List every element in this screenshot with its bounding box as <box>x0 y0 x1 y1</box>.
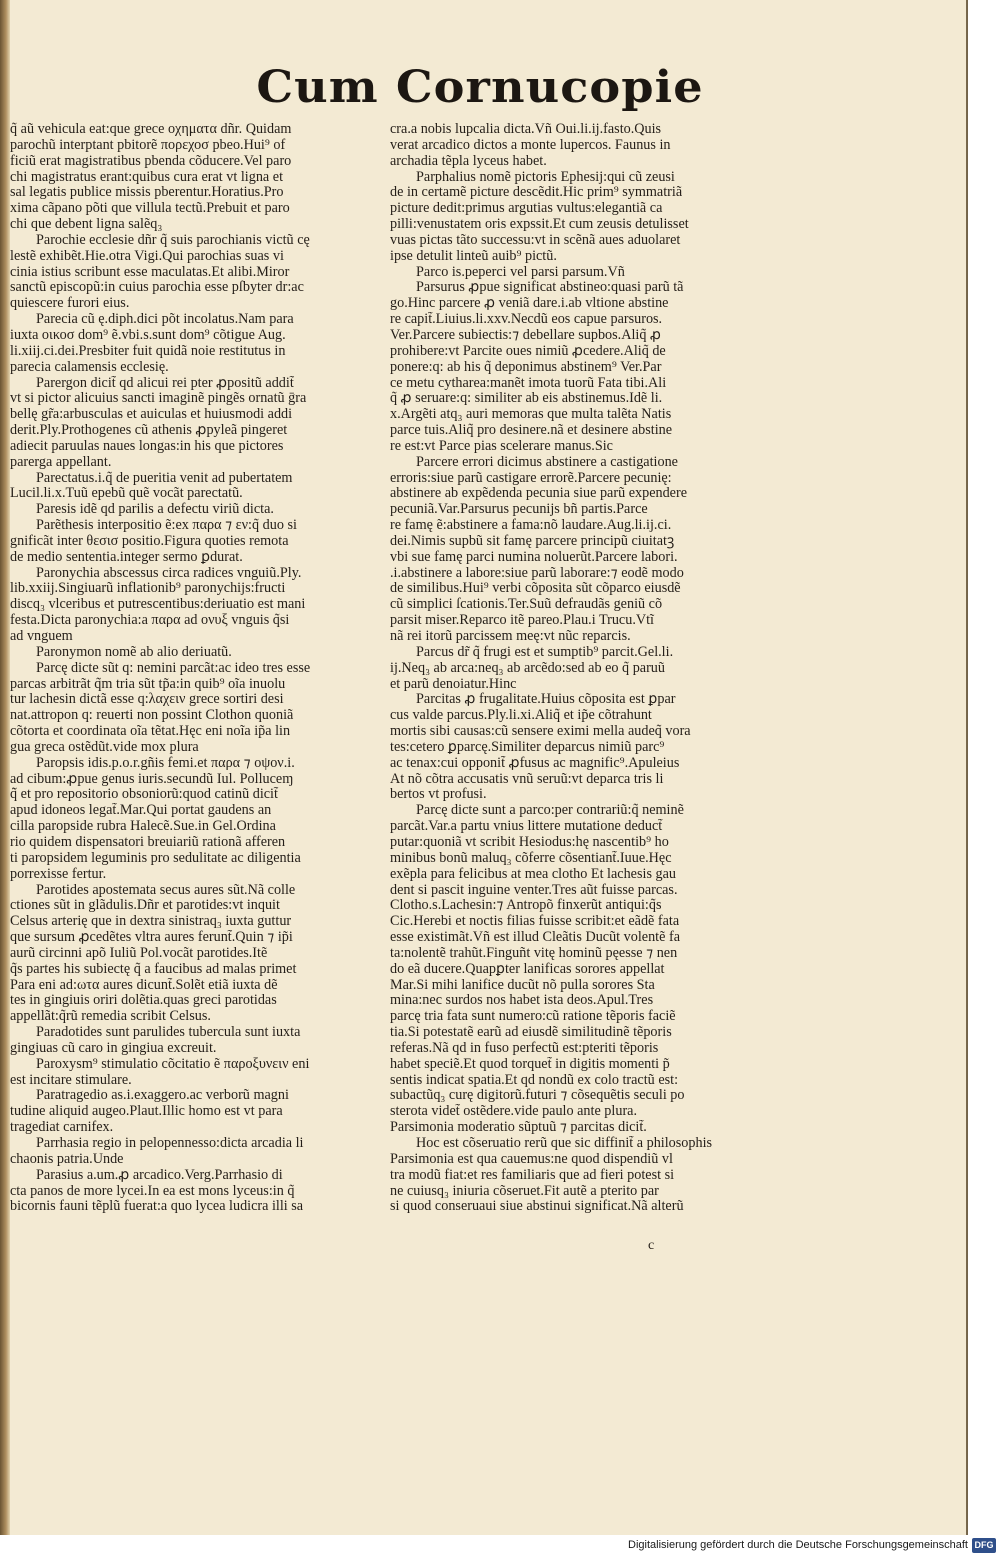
text-line: tes in gingiuis oriri dolẽtia.quas greci parotidas <box>10 993 277 1009</box>
text-line: Parcę dicte sunt a parco:per contrariũ:q̃ neminẽ <box>416 803 684 819</box>
text-line: chaonis patria.Unde <box>10 1151 124 1167</box>
text-line: Parcitas ꝓ frugalitate.Huius cõposita est ꝑpar <box>416 692 676 708</box>
text-line: de medio sententia.integer sermo ꝑdurat. <box>10 549 243 565</box>
text-line: li.xiij.ci.dei.Presbiter fuit quidã noie restitutus in <box>10 343 286 359</box>
text-line: Para eni ad:ωτα aures dicunt̃.Solẽt etiã iuxta dẽ <box>10 977 278 993</box>
text-line: discq₃ vlceribus et putrescentibus:deriuatio est mani <box>10 597 306 613</box>
text-line: tudine aliquid augeo.Plaut.Illic homo est vt para <box>10 1104 283 1120</box>
text-line: si quod conseruaui siue abstinui significat.Nã alterũ <box>390 1199 684 1215</box>
text-line: exẽpla para felicibus at mea clotho Et lachesis gau <box>390 866 676 882</box>
text-line: tes:cetero ꝑparcę.Similiter deparcus nimiũ parc⁹ <box>390 739 665 755</box>
text-line: nã rei itorũ parcissem meę:vt nũc reparcis. <box>390 629 631 644</box>
text-line: sterota videt̃ ostẽdere.vide paulo ante plura. <box>390 1104 638 1120</box>
text-line: .i.abstinere a labore:siue parũ laborare:⁊ eodẽ modo <box>390 565 684 581</box>
text-line: Parergon dicit̃ qd̃ alicui rei pter ꝓpositũ addit̃ <box>36 375 294 391</box>
text-line: Mar.Si mihi lanifice ducũt nõ pulla sorores Sta <box>390 977 655 993</box>
text-line: que sursum ꝓcedẽtes vltra aures ferunt̃.Quin ⁊ ip̃i <box>10 930 293 946</box>
text-line: putar:quoniã vt scribit Hesiodus:hę nascentib⁹ ho <box>390 834 669 850</box>
text-line: ipse detulit linteũ auib⁹ pictũ. <box>390 248 557 264</box>
text-line: cra.a nobis lupcalia dicta.Vñ Oui.li.ij.fasto.Quis <box>390 122 662 137</box>
text-line: adiecit paruulas naues longas:in his que pictores <box>10 438 284 454</box>
page-edge-shadow <box>966 0 968 1535</box>
page-gutter-shadow <box>0 0 10 1535</box>
text-line: gingiuas cũ caro in gingiua excreuit. <box>10 1040 217 1056</box>
text-line: dent si pascit inguine venter.Tres aũt fuisse parcas. <box>390 882 678 898</box>
text-line: ac tenax:cui opponit̃ ꝓfusus ac magnific⁹.Apuleius <box>390 755 680 771</box>
text-line: At nõ cõtra accusatis vnũ seruũ:vt deparca tris li <box>390 771 664 787</box>
text-line: tia.Si potestatẽ earũ ad eiusdẽ similitudinẽ tẽporis <box>390 1025 672 1041</box>
text-line: referas.Nã qd̃ in fuso perfectũ est:pteriti tẽporis <box>390 1040 659 1056</box>
text-line: abstinere ab expẽdenda pecunia siue parũ expendere <box>390 486 688 502</box>
text-line: ponere:q: ab his q̃ deponimus abstinem⁹ Ver.Par <box>390 359 662 375</box>
text-line: ij.Neq₃ ab arca:neq₃ ab arcẽdo:sed ab eo q̃ paruũ <box>390 660 665 676</box>
text-line: lestẽ exhibẽt.Hie.otra Vigi.Qui parochias suas vi <box>10 248 284 264</box>
text-line: Paronychia abscessus circa radices vnguiũ.Ply. <box>36 565 302 581</box>
text-line: Parcus dr̃ q̃ frugi est et sumptib⁹ parcit.Gel.li. <box>416 644 674 660</box>
text-line: re famę ẽ:abstinere a fama:nõ laudare.Aug.li.ij.ci. <box>390 518 672 534</box>
text-line: Lucil.li.x.Tuũ epebũ quẽ vocãt parectatũ. <box>10 486 243 502</box>
text-line: cũ simplici ſcationis.Ter.Suũ defraudãs geniũ cõ <box>390 597 663 613</box>
text-line: parsit miser.Reparco itẽ pareo.Plau.i Trucu.Vtĩ <box>390 613 654 629</box>
text-line: Parcere errori dicimus abstinere a castigatione <box>416 454 678 470</box>
text-line: mina:nec surdos nos habet ista deos.Apul.Tres <box>390 993 654 1009</box>
text-line: Paresis idẽ qd̃ parilis a defectu viriũ dicta. <box>36 502 274 518</box>
text-line: parce tuis.Aliq̃ pro desinere.nã et desinere abstine <box>390 423 673 439</box>
text-line: xima cãpano põti que villula tectũ.Prebuit et paro <box>10 201 290 217</box>
text-line: pilli:venustatem oris expssit.Et cum zeusis detulisset <box>390 217 689 233</box>
text-line: verat arcadico dictos a monte lupercos. Faunus in <box>390 137 671 153</box>
text-line: de similibus.Hui⁹ verbi cõposita sũt cõparco eiusdẽ <box>390 581 681 597</box>
text-line: est incitare stimulare. <box>10 1072 132 1088</box>
left-text-column <box>10 122 358 1215</box>
text-line: appellãt:q̃rũ remedia scribit Celsus. <box>10 1009 211 1025</box>
right-text-column <box>390 122 740 1215</box>
text-line: lib.xxiij.Singiuarũ inflationib⁹ paronychijs:fructi <box>10 581 286 597</box>
text-line: picture dedit:primus argutias vultus:elegantiã ca <box>390 201 663 217</box>
text-line: mortis sibi causas:cũ sensere eximi mella audeq̃ vora <box>390 724 691 740</box>
text-line: Parrhasia regio in pelopennesso:dicta arcadia li <box>36 1136 304 1151</box>
text-line: Ver.Parcere subiectis:⁊ debellare supbos.Aliq̃ ꝓ <box>390 327 661 343</box>
dfg-logo: DFG <box>972 1538 996 1553</box>
text-line: cus valde parcus.Ply.li.xi.Aliq̃ et ip̃e cõtrahunt <box>390 708 652 724</box>
text-line: gnificãt inter θεσισ positio.Figura quoties remota <box>10 533 289 549</box>
text-line: erroris:siue parũ castigare errorẽ.Parcere pecunię: <box>390 470 672 486</box>
text-line: Parectatus.i.q̃ de pueritia venit ad pubertatem <box>36 470 293 486</box>
text-line: Cic.Herebi et noctis filias fuisse scribit:et eãdẽ fata <box>390 914 680 930</box>
text-line: cta panos de more lycei.In ea est mons lyceus:in q̃ <box>10 1183 295 1199</box>
text-line: parerga appellant. <box>10 454 112 470</box>
text-line: vt si pictor alicuius sancti imaginẽ pingẽs ornatũ ḡra <box>10 391 307 407</box>
footer-bar <box>0 1535 1000 1558</box>
text-line: ad vnguem <box>10 629 73 644</box>
text-line: subactũq₃ curę digitorũ.futuri ⁊ cõsequẽtis seculi po <box>390 1088 685 1104</box>
text-line: Celsus arterię que in dextra sinistraq₃ iuxta guttur <box>10 914 292 930</box>
text-line: vuas pictas tãto successu:vt in scẽnã aues aduolaret <box>390 232 681 248</box>
text-line: q̃ ꝓ seruare:q: similiter ab eis abstinemus.Idẽ li. <box>390 391 663 407</box>
text-line: cilla paropside rubra Halecẽ.Sue.in Gel.Ordina <box>10 819 276 835</box>
signature-mark: c <box>648 1238 655 1253</box>
text-line: bellę gr̃a:arbusculas et auiculas et huiusmodi addi <box>10 407 293 423</box>
text-line: de in certamẽ picture descẽdit.Hic prim⁹ symmatriã <box>390 185 683 201</box>
text-line: apud idoneos legat̃.Mar.Qui portat gaudens an <box>10 803 272 819</box>
text-line: re capit̃.Liuius.li.xxv.Necdũ eos capue parsuros. <box>390 312 663 328</box>
text-line: porrexisse fertur. <box>10 866 107 882</box>
text-line: sal legatis publice missis pberentur.Horatius.Pro <box>10 185 284 201</box>
text-line: re est:vt Parce pias scelerare manus.Sic <box>390 438 613 454</box>
text-line: bertos vt profusi. <box>390 787 487 803</box>
text-line: ad cibum:ꝓpue genus iuris.secundũ Iul. Polluceɱ <box>10 771 294 787</box>
funding-credit: Digitalisierung gefördert durch die Deutsche Forschungsgemeinschaft <box>628 1539 968 1551</box>
text-line: Parochie ecclesie dñr q̃ suis parochianis victũ cę <box>36 232 310 248</box>
text-line: archadia tẽpla lyceus habet. <box>390 153 547 169</box>
text-line: habet speciẽ.Et quod torquet̃ in digitis momenti p̃ <box>390 1056 670 1072</box>
text-line: sanctũ episcopũ:in cuius parochia esse pſbyter dr:ac <box>10 280 304 296</box>
text-line: sentis indicat spatia.Et qd̃ nondũ ex colo tractũ est: <box>390 1072 679 1088</box>
text-line: dei.Nimis supbũ sit famę parcere principũ ciuitatꝫ <box>390 533 675 549</box>
text-line: parcas arbitrãt q̃m tria sũt tp̃a:in quib⁹ oĩa inuolu <box>10 676 286 692</box>
text-line: Parcę dicte sũt q: nemini parcãt:ac ideo tres esse <box>36 660 311 676</box>
text-line: Paradotides sunt parulides tubercula sunt iuxta <box>36 1025 301 1041</box>
text-line: pecuniã.Var.Parsurus pecunijs bñ partis.Parce <box>390 502 648 518</box>
text-line: Parsurus ꝓpue significat abstineo:quasi parũ tã <box>416 280 684 296</box>
text-line: Parasius a.um.ꝓ arcadico.Verg.Parrhasio di <box>36 1167 283 1183</box>
text-line: Paratragedio as.i.exaggero.ac verborũ magni <box>36 1088 289 1104</box>
text-line: gua greca ostẽdũt.vide mox plura <box>10 739 199 755</box>
text-line: nat.attropon q: reuerti non possint Clothon quoniã <box>10 708 294 724</box>
text-line: Parẽthesis interpositio ẽ:ex παρα ⁊ εν:q̃ duo si <box>36 518 297 534</box>
text-line: Parsimonia moderatio sũptuũ ⁊ parcitas dicit̃. <box>390 1120 647 1136</box>
text-line: go.Hinc parcere ꝓ veniã dare.i.ab vltione abstine <box>390 296 669 312</box>
text-line: iuxta οικοσ dom⁹ ẽ.vbi.s.sunt dom⁹ cõtigue Aug. <box>10 327 286 343</box>
text-line: Parco is.peperci vel parsi parsum.Vñ <box>416 264 625 280</box>
text-line: bicornis fauni tẽplũ fuerat:a quo lycea ludicra illi sa <box>10 1199 304 1215</box>
text-line: cinia istius scribunt esse maculatas.Et alibi.Miror <box>10 264 290 280</box>
text-line: q̃̃ et pro repositorio obsoniorũ:quod catinũ dicit̃ <box>10 787 278 803</box>
text-line: et parũ denoiatur.Hinc <box>390 676 517 692</box>
text-line: ctiones sũt in glãdulis.Dñr et parotides:vt inquit <box>10 898 280 914</box>
text-line: festa.Dicta paronychia:a παρα ad ονυξ vnguis q̃si <box>10 613 290 629</box>
text-line: quiescere furori eius. <box>10 296 130 312</box>
text-line: q̃ aũ vehicula eat:que grece οχηματα dñr. Quidam <box>10 122 292 137</box>
text-line: prohibere:vt Parcite oues nimiũ ꝓcedere.Aliq̃ de <box>390 343 666 359</box>
text-line: vbi sue famę parci numina noluerũt.Parcere labori. <box>390 549 678 565</box>
text-line: tur lachesin dictã esse q:λαχειν grece sortiri desi <box>10 692 284 708</box>
text-line: Hoc est cõseruatio rerũ que sic diffinit̃ a philosophis <box>416 1136 713 1151</box>
text-line: ta:nolentẽ trahũt.Finguñt vitę hominũ pęesse ⁊ nen <box>390 945 678 961</box>
text-line: Parphalius nomẽ pictoris Ephesij:qui cũ zeusi <box>416 169 675 185</box>
text-line: ne cuiusq₃ iniuria cõseruet.Fit autẽ a pterito par <box>390 1183 659 1199</box>
text-line: Parotides apostemata secus aures sũt.Nã colle <box>36 882 296 898</box>
text-line: ce metu cytharea:manẽt imota tuorũ Fata tibi.Ali <box>390 375 667 391</box>
text-line: chi magistratus erant:quibus cura erat vt ligna et <box>10 169 284 185</box>
text-line: parecia calamensis ecclesię. <box>10 359 169 375</box>
text-line: cõtorta et coordinata oĩa tẽtat.Hęc eni noĩa ip̃a lin <box>10 724 291 740</box>
text-line: Clotho.s.Lachesin:⁊ Antropõ finxerũt antiqui:q̃s <box>390 898 662 914</box>
text-line: parcę tria fata sunt numero:cũ ratione tẽporis faciẽ <box>390 1009 676 1025</box>
text-line: rio quidem dispensatori breuiariũ rationã afferen <box>10 834 286 850</box>
text-line: derit.Ply.Prothogenes cũ athenis ꝓpyleã pingeret <box>10 423 288 439</box>
text-line: tra modũ fiat:et res familiaris que ad fieri potest si <box>390 1167 675 1183</box>
text-line: ficiũ erat magistratibus pbenda cõducere.Vel paro <box>10 153 292 169</box>
text-line: Paronymon nomẽ ab alio deriuatũ. <box>36 644 232 660</box>
text-line: Parsimonia est qua cauemus:ne quod dispendiũ vl <box>390 1151 673 1167</box>
text-line: parcãt.Var.a partu vnius littere mutatione deduct̃ <box>390 819 663 835</box>
text-line: x.Argẽti atq₃ auri memoras que multa talẽta Natis <box>390 407 672 423</box>
text-line: do eã ducere.Quapꝑter lanificas sorores appellat <box>390 961 665 977</box>
text-line: Paropsis idis.p.o.r.gñis femi.et παρα ⁊ οψον.i. <box>36 755 295 771</box>
running-head: Cum Cornucopie <box>256 62 704 113</box>
text-line: Parecia cũ ę.diph.dici põt incolatus.Nam para <box>36 312 294 328</box>
text-line: parochũ interptant pbitorẽ πορεχοσ pbeo.Hui⁹ of <box>10 137 286 153</box>
text-line: aurũ circinni apõ Iuliũ Pol.vocãt parotides.Itẽ <box>10 945 268 961</box>
text-line: minibus bonũ maluq₃ cõferre cõsentiant̃.Iuue.Hęc <box>390 850 672 866</box>
text-line: Paroxysm⁹ stimulatio cõcitatio ẽ παροξυνειν eni <box>36 1056 310 1072</box>
text-line: tragediat carnifex. <box>10 1120 114 1136</box>
text-line: q̃s partes his subiectę q̃ a faucibus ad malas primet <box>10 961 297 977</box>
text-line: esse existimãt.Vñ est illud Cleãtis Ducũt volentẽ fa <box>390 930 680 946</box>
text-line: ti paropsidem leguminis pro sedulitate ac diligentia <box>10 850 301 866</box>
text-line: chi que debent ligna salẽq₃ <box>10 217 163 233</box>
